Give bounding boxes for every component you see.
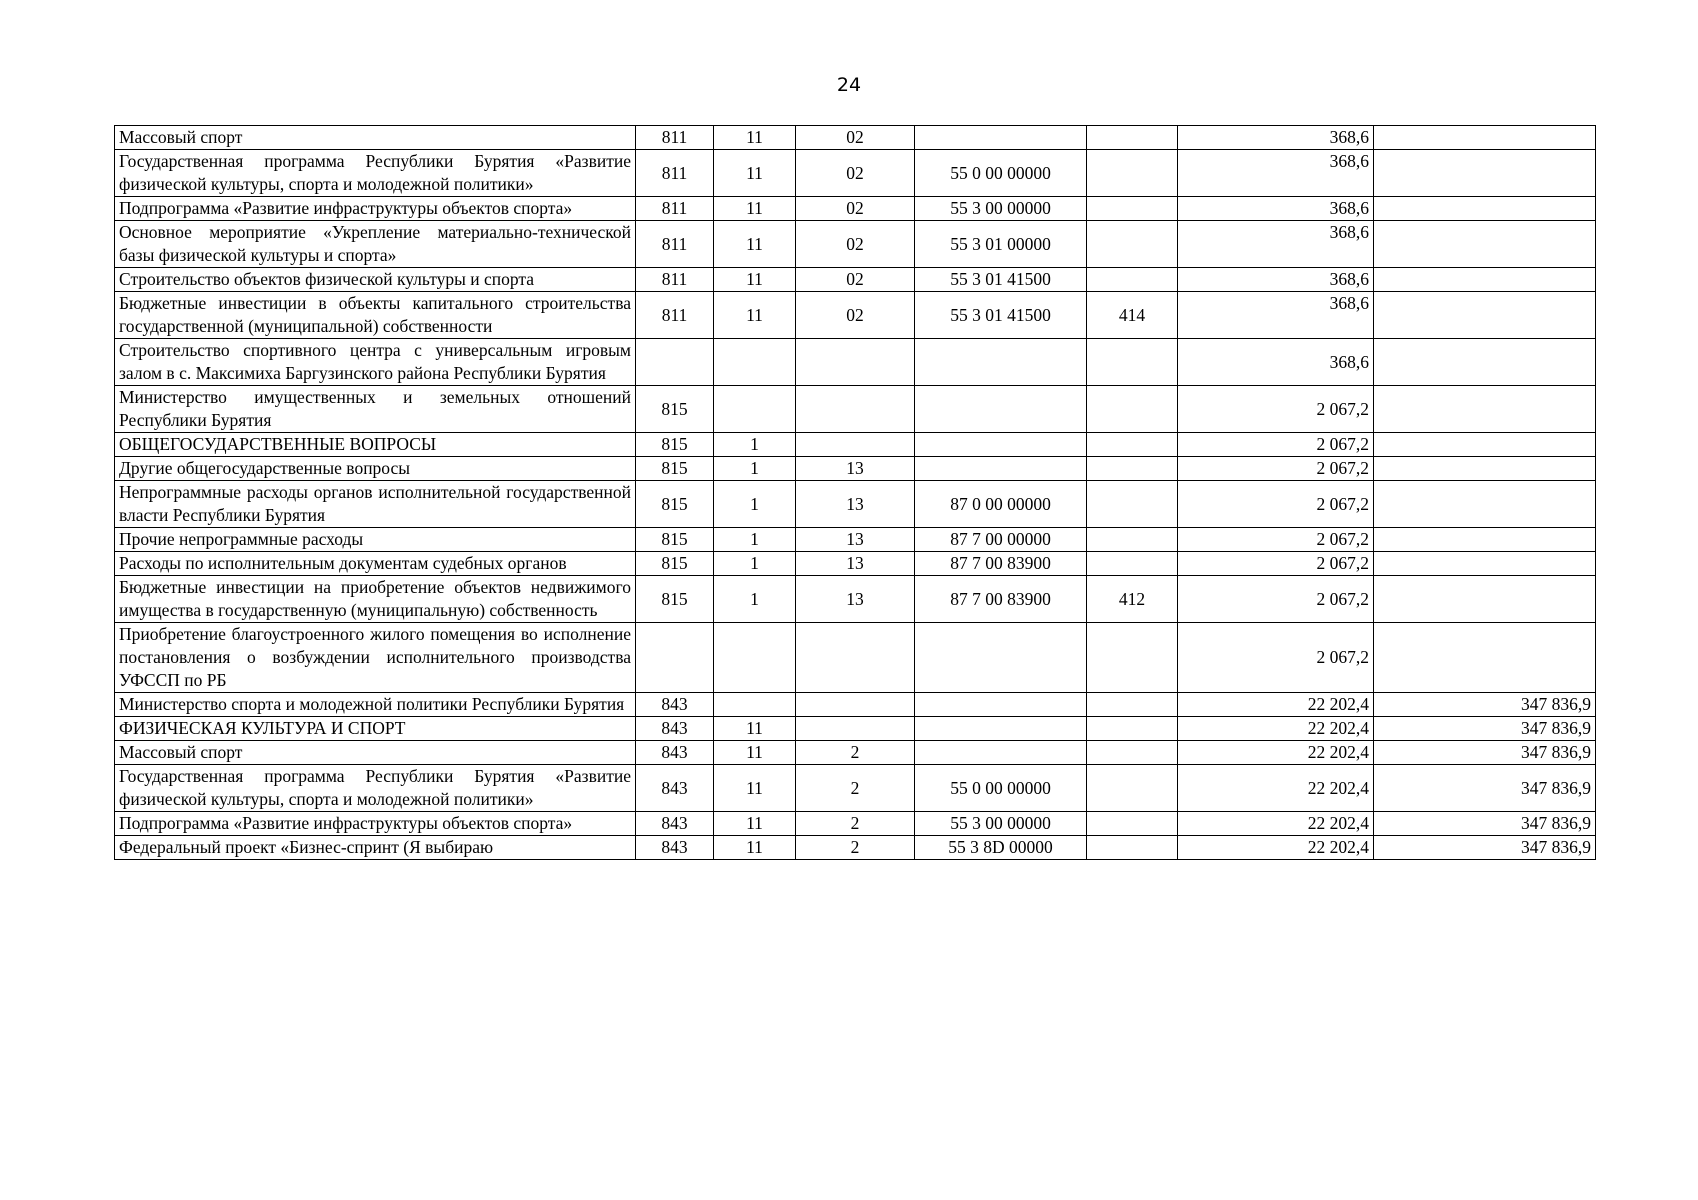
row-expense-type bbox=[1087, 836, 1178, 860]
row-section: 11 bbox=[714, 717, 796, 741]
row-expense-type bbox=[1087, 717, 1178, 741]
row-section: 11 bbox=[714, 126, 796, 150]
row-amount-second bbox=[1374, 576, 1596, 623]
row-amount-second bbox=[1374, 150, 1596, 197]
row-section: 1 bbox=[714, 552, 796, 576]
row-name: Прочие непрограммные расходы bbox=[115, 528, 636, 552]
row-section: 11 bbox=[714, 765, 796, 812]
row-amount: 2 067,2 bbox=[1178, 433, 1374, 457]
row-amount-second bbox=[1374, 197, 1596, 221]
row-target-article bbox=[915, 741, 1087, 765]
row-name: Массовый спорт bbox=[115, 126, 636, 150]
row-amount: 2 067,2 bbox=[1178, 457, 1374, 481]
row-subsection: 02 bbox=[796, 292, 915, 339]
row-expense-type bbox=[1087, 552, 1178, 576]
row-amount-second: 347 836,9 bbox=[1374, 765, 1596, 812]
row-name: Бюджетные инвестиции в объекты капитального строительства государственной (муниципальной) собственности bbox=[115, 292, 636, 339]
row-subsection bbox=[796, 433, 915, 457]
row-target-article: 55 0 00 00000 bbox=[915, 765, 1087, 812]
row-section: 11 bbox=[714, 836, 796, 860]
row-code: 843 bbox=[636, 741, 714, 765]
row-expense-type bbox=[1087, 528, 1178, 552]
row-name: ФИЗИЧЕСКАЯ КУЛЬТУРА И СПОРТ bbox=[115, 717, 636, 741]
row-amount: 368,6 bbox=[1178, 221, 1374, 268]
row-subsection bbox=[796, 339, 915, 386]
row-name: Бюджетные инвестиции на приобретение объектов недвижимого имущества в государственную (муниципальную) собственность bbox=[115, 576, 636, 623]
row-code: 843 bbox=[636, 836, 714, 860]
row-subsection: 13 bbox=[796, 552, 915, 576]
row-expense-type bbox=[1087, 765, 1178, 812]
row-name: Министерство имущественных и земельных отношений Республики Бурятия bbox=[115, 386, 636, 433]
row-code: 811 bbox=[636, 150, 714, 197]
row-code: 811 bbox=[636, 268, 714, 292]
row-code: 843 bbox=[636, 812, 714, 836]
row-name: Подпрограмма «Развитие инфраструктуры объектов спорта» bbox=[115, 197, 636, 221]
row-amount: 2 067,2 bbox=[1178, 552, 1374, 576]
table-row bbox=[115, 386, 1596, 433]
row-expense-type bbox=[1087, 812, 1178, 836]
row-code: 815 bbox=[636, 528, 714, 552]
row-subsection: 02 bbox=[796, 268, 915, 292]
row-amount-second bbox=[1374, 552, 1596, 576]
row-code: 815 bbox=[636, 433, 714, 457]
row-subsection: 2 bbox=[796, 765, 915, 812]
row-target-article: 55 3 00 00000 bbox=[915, 812, 1087, 836]
row-subsection: 2 bbox=[796, 836, 915, 860]
row-target-article bbox=[915, 717, 1087, 741]
table-row bbox=[115, 576, 1596, 623]
row-target-article: 55 3 8D 00000 bbox=[915, 836, 1087, 860]
row-amount: 368,6 bbox=[1178, 268, 1374, 292]
row-expense-type bbox=[1087, 433, 1178, 457]
row-amount: 22 202,4 bbox=[1178, 836, 1374, 860]
table-row bbox=[115, 693, 1596, 717]
row-subsection: 2 bbox=[796, 812, 915, 836]
row-subsection: 02 bbox=[796, 221, 915, 268]
row-amount-second bbox=[1374, 268, 1596, 292]
row-amount: 368,6 bbox=[1178, 126, 1374, 150]
row-code bbox=[636, 623, 714, 693]
page-number: 24 bbox=[836, 74, 862, 96]
row-amount-second bbox=[1374, 126, 1596, 150]
row-subsection: 02 bbox=[796, 150, 915, 197]
row-target-article: 55 3 01 41500 bbox=[915, 268, 1087, 292]
row-name: Государственная программа Республики Бурятия «Развитие физической культуры, спорта и молодежной политики» bbox=[115, 765, 636, 812]
row-subsection: 02 bbox=[796, 126, 915, 150]
table-row bbox=[115, 552, 1596, 576]
row-target-article: 55 3 01 00000 bbox=[915, 221, 1087, 268]
row-expense-type bbox=[1087, 481, 1178, 528]
row-code bbox=[636, 339, 714, 386]
table-row bbox=[115, 268, 1596, 292]
row-target-article: 55 3 00 00000 bbox=[915, 197, 1087, 221]
row-section: 1 bbox=[714, 528, 796, 552]
table-row bbox=[115, 197, 1596, 221]
row-name: Строительство объектов физической культуры и спорта bbox=[115, 268, 636, 292]
row-name: Приобретение благоустроенного жилого помещения во исполнение постановления о возбуждении исполнительного производства УФССП по РБ bbox=[115, 623, 636, 693]
row-expense-type bbox=[1087, 386, 1178, 433]
row-amount: 368,6 bbox=[1178, 150, 1374, 197]
row-amount-second bbox=[1374, 339, 1596, 386]
row-amount-second bbox=[1374, 528, 1596, 552]
table-row bbox=[115, 433, 1596, 457]
row-code: 811 bbox=[636, 126, 714, 150]
row-section: 1 bbox=[714, 433, 796, 457]
row-amount: 368,6 bbox=[1178, 339, 1374, 386]
row-name: Непрограммные расходы органов исполнительной государственной власти Республики Бурятия bbox=[115, 481, 636, 528]
row-section: 1 bbox=[714, 481, 796, 528]
row-code: 815 bbox=[636, 386, 714, 433]
row-subsection: 13 bbox=[796, 457, 915, 481]
row-section: 11 bbox=[714, 197, 796, 221]
row-expense-type bbox=[1087, 150, 1178, 197]
row-amount: 2 067,2 bbox=[1178, 528, 1374, 552]
row-code: 843 bbox=[636, 717, 714, 741]
row-subsection bbox=[796, 693, 915, 717]
table-row bbox=[115, 741, 1596, 765]
row-code: 811 bbox=[636, 197, 714, 221]
row-section: 11 bbox=[714, 812, 796, 836]
table-row bbox=[115, 150, 1596, 197]
row-target-article bbox=[915, 339, 1087, 386]
table-row bbox=[115, 528, 1596, 552]
row-amount-second bbox=[1374, 481, 1596, 528]
table-row bbox=[115, 836, 1596, 860]
row-amount-second: 347 836,9 bbox=[1374, 741, 1596, 765]
row-amount: 22 202,4 bbox=[1178, 717, 1374, 741]
table-row bbox=[115, 339, 1596, 386]
row-expense-type: 412 bbox=[1087, 576, 1178, 623]
row-section: 1 bbox=[714, 457, 796, 481]
row-expense-type: 414 bbox=[1087, 292, 1178, 339]
row-expense-type bbox=[1087, 197, 1178, 221]
row-expense-type bbox=[1087, 221, 1178, 268]
row-target-article bbox=[915, 693, 1087, 717]
table-row bbox=[115, 717, 1596, 741]
row-code: 843 bbox=[636, 765, 714, 812]
row-amount-second bbox=[1374, 433, 1596, 457]
row-amount: 2 067,2 bbox=[1178, 623, 1374, 693]
table-row bbox=[115, 126, 1596, 150]
row-section bbox=[714, 386, 796, 433]
row-name: Другие общегосударственные вопросы bbox=[115, 457, 636, 481]
row-subsection bbox=[796, 717, 915, 741]
row-name: Федеральный проект «Бизнес-спринт (Я выбираю bbox=[115, 836, 636, 860]
row-expense-type bbox=[1087, 126, 1178, 150]
row-target-article bbox=[915, 126, 1087, 150]
row-amount: 2 067,2 bbox=[1178, 386, 1374, 433]
table-row bbox=[115, 221, 1596, 268]
row-subsection bbox=[796, 623, 915, 693]
row-expense-type bbox=[1087, 268, 1178, 292]
row-section: 11 bbox=[714, 221, 796, 268]
row-expense-type bbox=[1087, 339, 1178, 386]
row-amount: 22 202,4 bbox=[1178, 812, 1374, 836]
row-name: Строительство спортивного центра с универсальным игровым залом в с. Максимиха Баргузинского района Республики Бурятия bbox=[115, 339, 636, 386]
row-code: 811 bbox=[636, 221, 714, 268]
row-subsection: 2 bbox=[796, 741, 915, 765]
row-expense-type bbox=[1087, 457, 1178, 481]
row-amount-second bbox=[1374, 221, 1596, 268]
row-amount-second bbox=[1374, 623, 1596, 693]
row-section bbox=[714, 693, 796, 717]
row-amount: 2 067,2 bbox=[1178, 481, 1374, 528]
table-row bbox=[115, 292, 1596, 339]
row-amount-second: 347 836,9 bbox=[1374, 836, 1596, 860]
row-target-article bbox=[915, 386, 1087, 433]
row-amount-second: 347 836,9 bbox=[1374, 693, 1596, 717]
row-subsection: 02 bbox=[796, 197, 915, 221]
row-code: 811 bbox=[636, 292, 714, 339]
row-subsection: 13 bbox=[796, 528, 915, 552]
row-section: 11 bbox=[714, 268, 796, 292]
row-expense-type bbox=[1087, 741, 1178, 765]
row-name: Массовый спорт bbox=[115, 741, 636, 765]
table-body bbox=[115, 126, 1596, 860]
row-subsection: 13 bbox=[796, 481, 915, 528]
table-row bbox=[115, 812, 1596, 836]
row-code: 815 bbox=[636, 481, 714, 528]
row-name: Подпрограмма «Развитие инфраструктуры объектов спорта» bbox=[115, 812, 636, 836]
row-expense-type bbox=[1087, 693, 1178, 717]
row-target-article: 55 0 00 00000 bbox=[915, 150, 1087, 197]
row-name: Министерство спорта и молодежной политики Республики Бурятия bbox=[115, 693, 636, 717]
table-row bbox=[115, 765, 1596, 812]
row-amount: 368,6 bbox=[1178, 197, 1374, 221]
row-code: 815 bbox=[636, 576, 714, 623]
row-target-article: 87 7 00 83900 bbox=[915, 552, 1087, 576]
row-target-article bbox=[915, 433, 1087, 457]
row-section bbox=[714, 339, 796, 386]
row-section: 11 bbox=[714, 292, 796, 339]
row-subsection bbox=[796, 386, 915, 433]
row-name: ОБЩЕГОСУДАРСТВЕННЫЕ ВОПРОСЫ bbox=[115, 433, 636, 457]
row-section: 11 bbox=[714, 741, 796, 765]
row-target-article bbox=[915, 623, 1087, 693]
row-section: 1 bbox=[714, 576, 796, 623]
row-target-article: 87 0 00 00000 bbox=[915, 481, 1087, 528]
row-amount-second: 347 836,9 bbox=[1374, 717, 1596, 741]
row-expense-type bbox=[1087, 623, 1178, 693]
row-name: Основное мероприятие «Укрепление материально-технической базы физической культуры и спорта» bbox=[115, 221, 636, 268]
row-code: 815 bbox=[636, 552, 714, 576]
row-target-article: 87 7 00 00000 bbox=[915, 528, 1087, 552]
table-row bbox=[115, 457, 1596, 481]
row-amount-second bbox=[1374, 457, 1596, 481]
row-target-article: 55 3 01 41500 bbox=[915, 292, 1087, 339]
row-amount: 368,6 bbox=[1178, 292, 1374, 339]
table-row bbox=[115, 623, 1596, 693]
row-amount-second: 347 836,9 bbox=[1374, 812, 1596, 836]
row-amount: 22 202,4 bbox=[1178, 693, 1374, 717]
row-amount: 22 202,4 bbox=[1178, 741, 1374, 765]
budget-table bbox=[114, 125, 1596, 860]
row-section: 11 bbox=[714, 150, 796, 197]
row-target-article: 87 7 00 83900 bbox=[915, 576, 1087, 623]
row-section bbox=[714, 623, 796, 693]
row-amount-second bbox=[1374, 292, 1596, 339]
row-amount: 22 202,4 bbox=[1178, 765, 1374, 812]
row-subsection: 13 bbox=[796, 576, 915, 623]
row-amount-second bbox=[1374, 386, 1596, 433]
row-name: Расходы по исполнительным документам судебных органов bbox=[115, 552, 636, 576]
row-code: 815 bbox=[636, 457, 714, 481]
row-amount: 2 067,2 bbox=[1178, 576, 1374, 623]
row-target-article bbox=[915, 457, 1087, 481]
row-code: 843 bbox=[636, 693, 714, 717]
table-row bbox=[115, 481, 1596, 528]
row-name: Государственная программа Республики Бурятия «Развитие физической культуры, спорта и молодежной политики» bbox=[115, 150, 636, 197]
